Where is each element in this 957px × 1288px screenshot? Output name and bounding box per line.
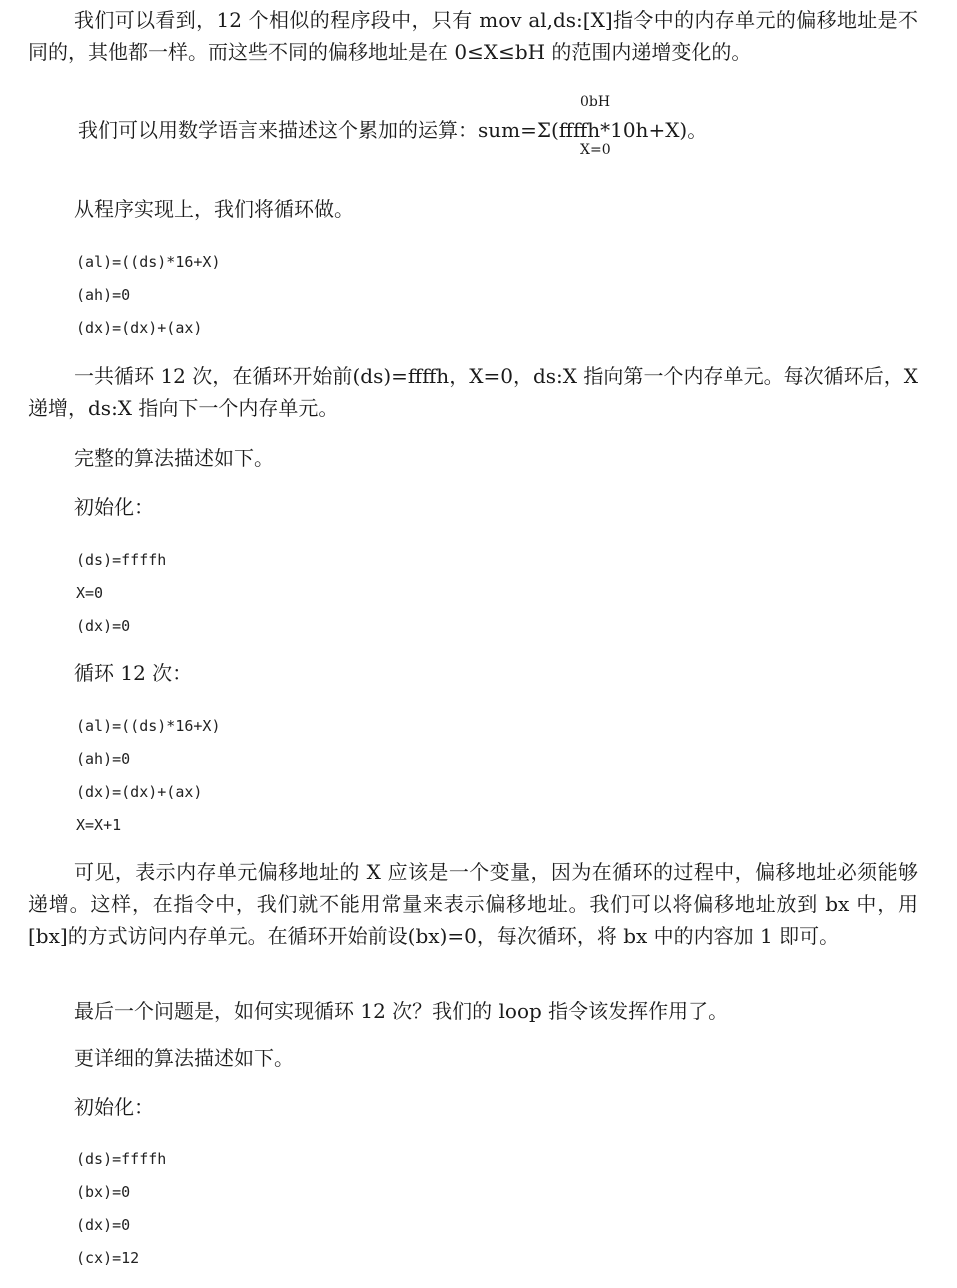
formula-lead: 我们可以用数学语言来描述这个累加的运算： (78, 118, 478, 142)
sigma-lower-limit: X=0 (580, 142, 611, 158)
bx-paragraph: 可见，表示内存单元偏移地址的 X 应该是一个变量，因为在循环的过程中，偏移地址必须能够递增。这样，在指令中，我们就不能用常量来表示偏移地址。我们可以将偏移地址放到 bx 中，用[bx]的方式访问内存单元。在循环开始前设(bx)=0，每次循环，将 bx 中的内容加 1 即可。 (28, 860, 918, 948)
init-heading-2: 初始化： (74, 1095, 154, 1119)
last-question: 最后一个问题是，如何实现循环 12 次？我们的 loop 指令该发挥作用了。 (74, 999, 729, 1023)
formula-expr: sum=Σ(ffffh*10h+X)。 (478, 118, 708, 142)
init-heading-1: 初始化： (74, 495, 154, 519)
formula-line (78, 116, 707, 144)
code-line: (dx)=(dx)+(ax) (76, 319, 203, 337)
impl-line: 从程序实现上，我们将循环做。 (74, 197, 354, 221)
code-line: (ds)=ffffh (76, 551, 167, 569)
code-line: (ah)=0 (76, 286, 131, 304)
detail-algo-heading: 更详细的算法描述如下。 (74, 1046, 294, 1070)
code-line: X=0 (76, 584, 104, 602)
code-line: (ds)=ffffh (76, 1150, 167, 1168)
loop-12-heading: 循环 12 次： (74, 661, 193, 685)
sigma-upper-limit: 0bH (580, 94, 611, 110)
code-line: (bx)=0 (76, 1183, 131, 1201)
code-line: X=X+1 (76, 816, 122, 834)
code-line: (ah)=0 (76, 750, 131, 768)
code-line: (al)=((ds)*16+X) (76, 717, 221, 735)
code-line: (dx)=(dx)+(ax) (76, 783, 203, 801)
full-algo-heading: 完整的算法描述如下。 (74, 446, 274, 470)
loop-description: 一共循环 12 次，在循环开始前(ds)=ffffh，X=0，ds:X 指向第一个内存单元。每次循环后，X 递增，ds:X 指向下一个内存单元。 (28, 364, 918, 420)
code-line: (cx)=12 (76, 1249, 140, 1267)
code-line: (dx)=0 (76, 617, 131, 635)
code-line: (al)=((ds)*16+X) (76, 253, 221, 271)
intro-paragraph: 我们可以看到，12 个相似的程序段中，只有 mov al,ds:[X]指令中的内存单元的偏移地址是不同的，其他都一样。而这些不同的偏移地址是在 0≤X≤bH 的范围内递增变化的。 (28, 8, 918, 64)
code-line: (dx)=0 (76, 1216, 131, 1234)
